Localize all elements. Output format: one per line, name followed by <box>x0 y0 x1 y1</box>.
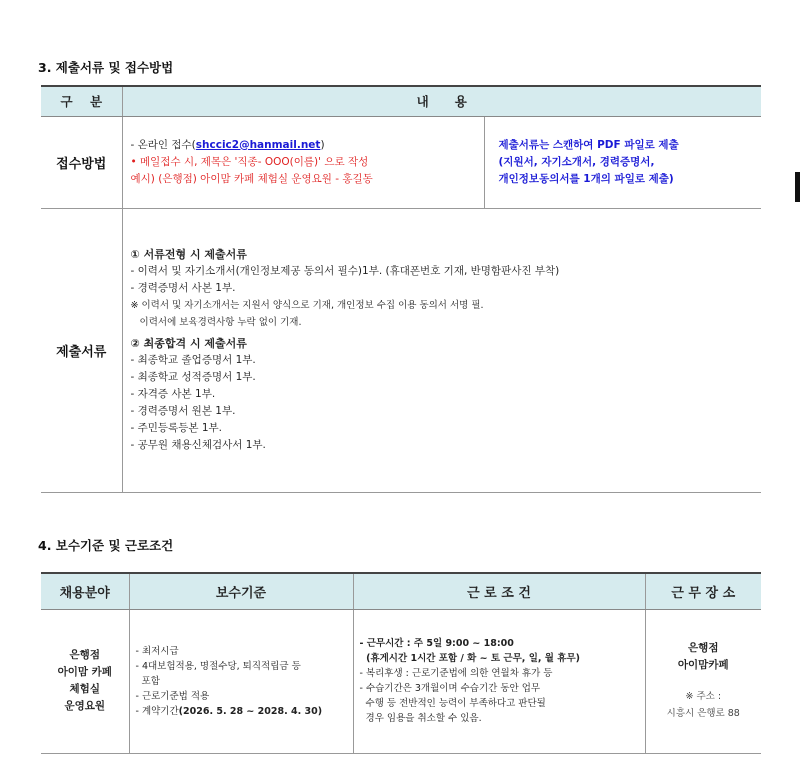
header-conditions: 근 로 조 건 <box>353 573 645 609</box>
final-item: - 자격증 사본 1부. <box>130 388 216 400</box>
screening-note: ※ 이력서 및 자기소개서는 지원서 양식으로 기재, 개인정보 수집 이용 동의서 서명 필. <box>130 300 484 311</box>
scan-note-line: (지원서, 자기소개서, 경력증명서, <box>498 155 655 168</box>
final-item: - 경력증명서 원본 1부. <box>130 405 236 417</box>
online-suffix: ) <box>320 138 325 151</box>
final-item: - 주민등록등본 1부. <box>130 422 222 434</box>
section3-title: 3. 제출서류 및 접수방법 <box>38 60 174 75</box>
mail-example: 예시) (은행점) 아이맘 카페 체험실 운영요원 - 홍길동 <box>130 172 373 185</box>
online-line <box>131 137 484 154</box>
conditions-cell <box>353 609 645 753</box>
contract-line <box>136 704 353 719</box>
screening-title: ① 서류전형 시 제출서류 <box>130 248 247 261</box>
scan-note-line: 제출서류는 스캔하여 PDF 파일로 제출 <box>498 138 679 151</box>
final-item: - 최종학교 졸업증명서 1부. <box>130 354 256 366</box>
condition-line: (휴게시간 1시간 포함 / 화 ~ 토 근무, 일, 월 휴무) <box>359 653 580 664</box>
scan-note-line: 개인정보동의서를 1개의 파일로 제출) <box>498 172 674 185</box>
section4-title: 4. 보수기준 및 근로조건 <box>38 538 174 553</box>
condition-line: - 수습기간은 3개월이며 수습기간 동안 업무 <box>359 683 541 694</box>
pay-table <box>41 572 761 754</box>
condition-line: 경우 임용을 취소할 수 있음. <box>359 713 482 724</box>
pay-line: - 최저시급 <box>135 645 179 657</box>
final-item: - 최종학교 성적증명서 1부. <box>130 371 256 383</box>
scan-note <box>484 116 761 208</box>
place-line: 은행점 <box>688 642 719 654</box>
contract-period: (2026. 5. 28 ~ 2028. 4. 30) <box>178 705 323 717</box>
online-prefix: - 온라인 접수( <box>130 138 196 151</box>
field-line: 아이맘 카페 <box>57 666 112 678</box>
header-category: 구 분 <box>41 86 122 116</box>
screening-note: 이력서에 보육경력사항 누락 없이 기재. <box>130 317 302 328</box>
header-place: 근 무 장 소 <box>645 573 761 609</box>
header-pay: 보수기준 <box>129 573 353 609</box>
field-line: 체험실 <box>69 683 100 695</box>
pay-cell <box>129 609 353 753</box>
mail-note: • 메일접수 시, 제목은 '직종- OOO(이름)' 으로 작성 <box>130 155 369 168</box>
condition-line: - 복리후생 : 근로기준법에 의한 연월차 휴가 등 <box>359 668 553 679</box>
final-title: ② 최종합격 시 제출서류 <box>130 337 247 350</box>
contract-prefix: - 계약기간 <box>135 705 179 717</box>
method-content <box>122 116 484 208</box>
place-cell <box>645 609 761 753</box>
place-line: 아이맘카페 <box>677 659 729 671</box>
condition-line: 수행 등 전반적인 능력이 부족하다고 판단될 <box>359 698 546 709</box>
documents-content <box>122 208 761 492</box>
address-label: ※ 주소 : <box>685 691 722 702</box>
header-field: 채용분야 <box>41 573 129 609</box>
pay-line: - 4대보험적용, 명절수당, 퇴직적립금 등 <box>135 660 301 672</box>
documents-label: 제출서류 <box>41 208 122 492</box>
condition-line: - 근무시간 : 주 5일 9:00 ~ 18:00 <box>359 638 514 649</box>
field-line: 은행점 <box>69 649 100 661</box>
screening-item: - 경력증명서 사본 1부. <box>130 282 236 294</box>
screening-item: - 이력서 및 자기소개서(개인정보제공 동의서 필수)1부. (휴대폰번호 기재, 반명함판사진 부착) <box>130 265 560 277</box>
email-link[interactable]: shccic2@hanmail.net <box>195 138 321 151</box>
pay-line: 포함 <box>135 675 160 687</box>
pay-line: - 근로기준법 적용 <box>135 690 210 702</box>
final-item: - 공무원 채용신체검사서 1부. <box>130 439 266 451</box>
field-cell <box>41 609 129 753</box>
field-line: 운영요원 <box>64 700 106 712</box>
page-edge-mark <box>795 172 800 202</box>
submission-table <box>41 85 761 493</box>
method-label: 접수방법 <box>41 116 122 208</box>
address: 시흥시 은행로 88 <box>666 708 740 719</box>
header-content: 내 용 <box>122 86 761 116</box>
